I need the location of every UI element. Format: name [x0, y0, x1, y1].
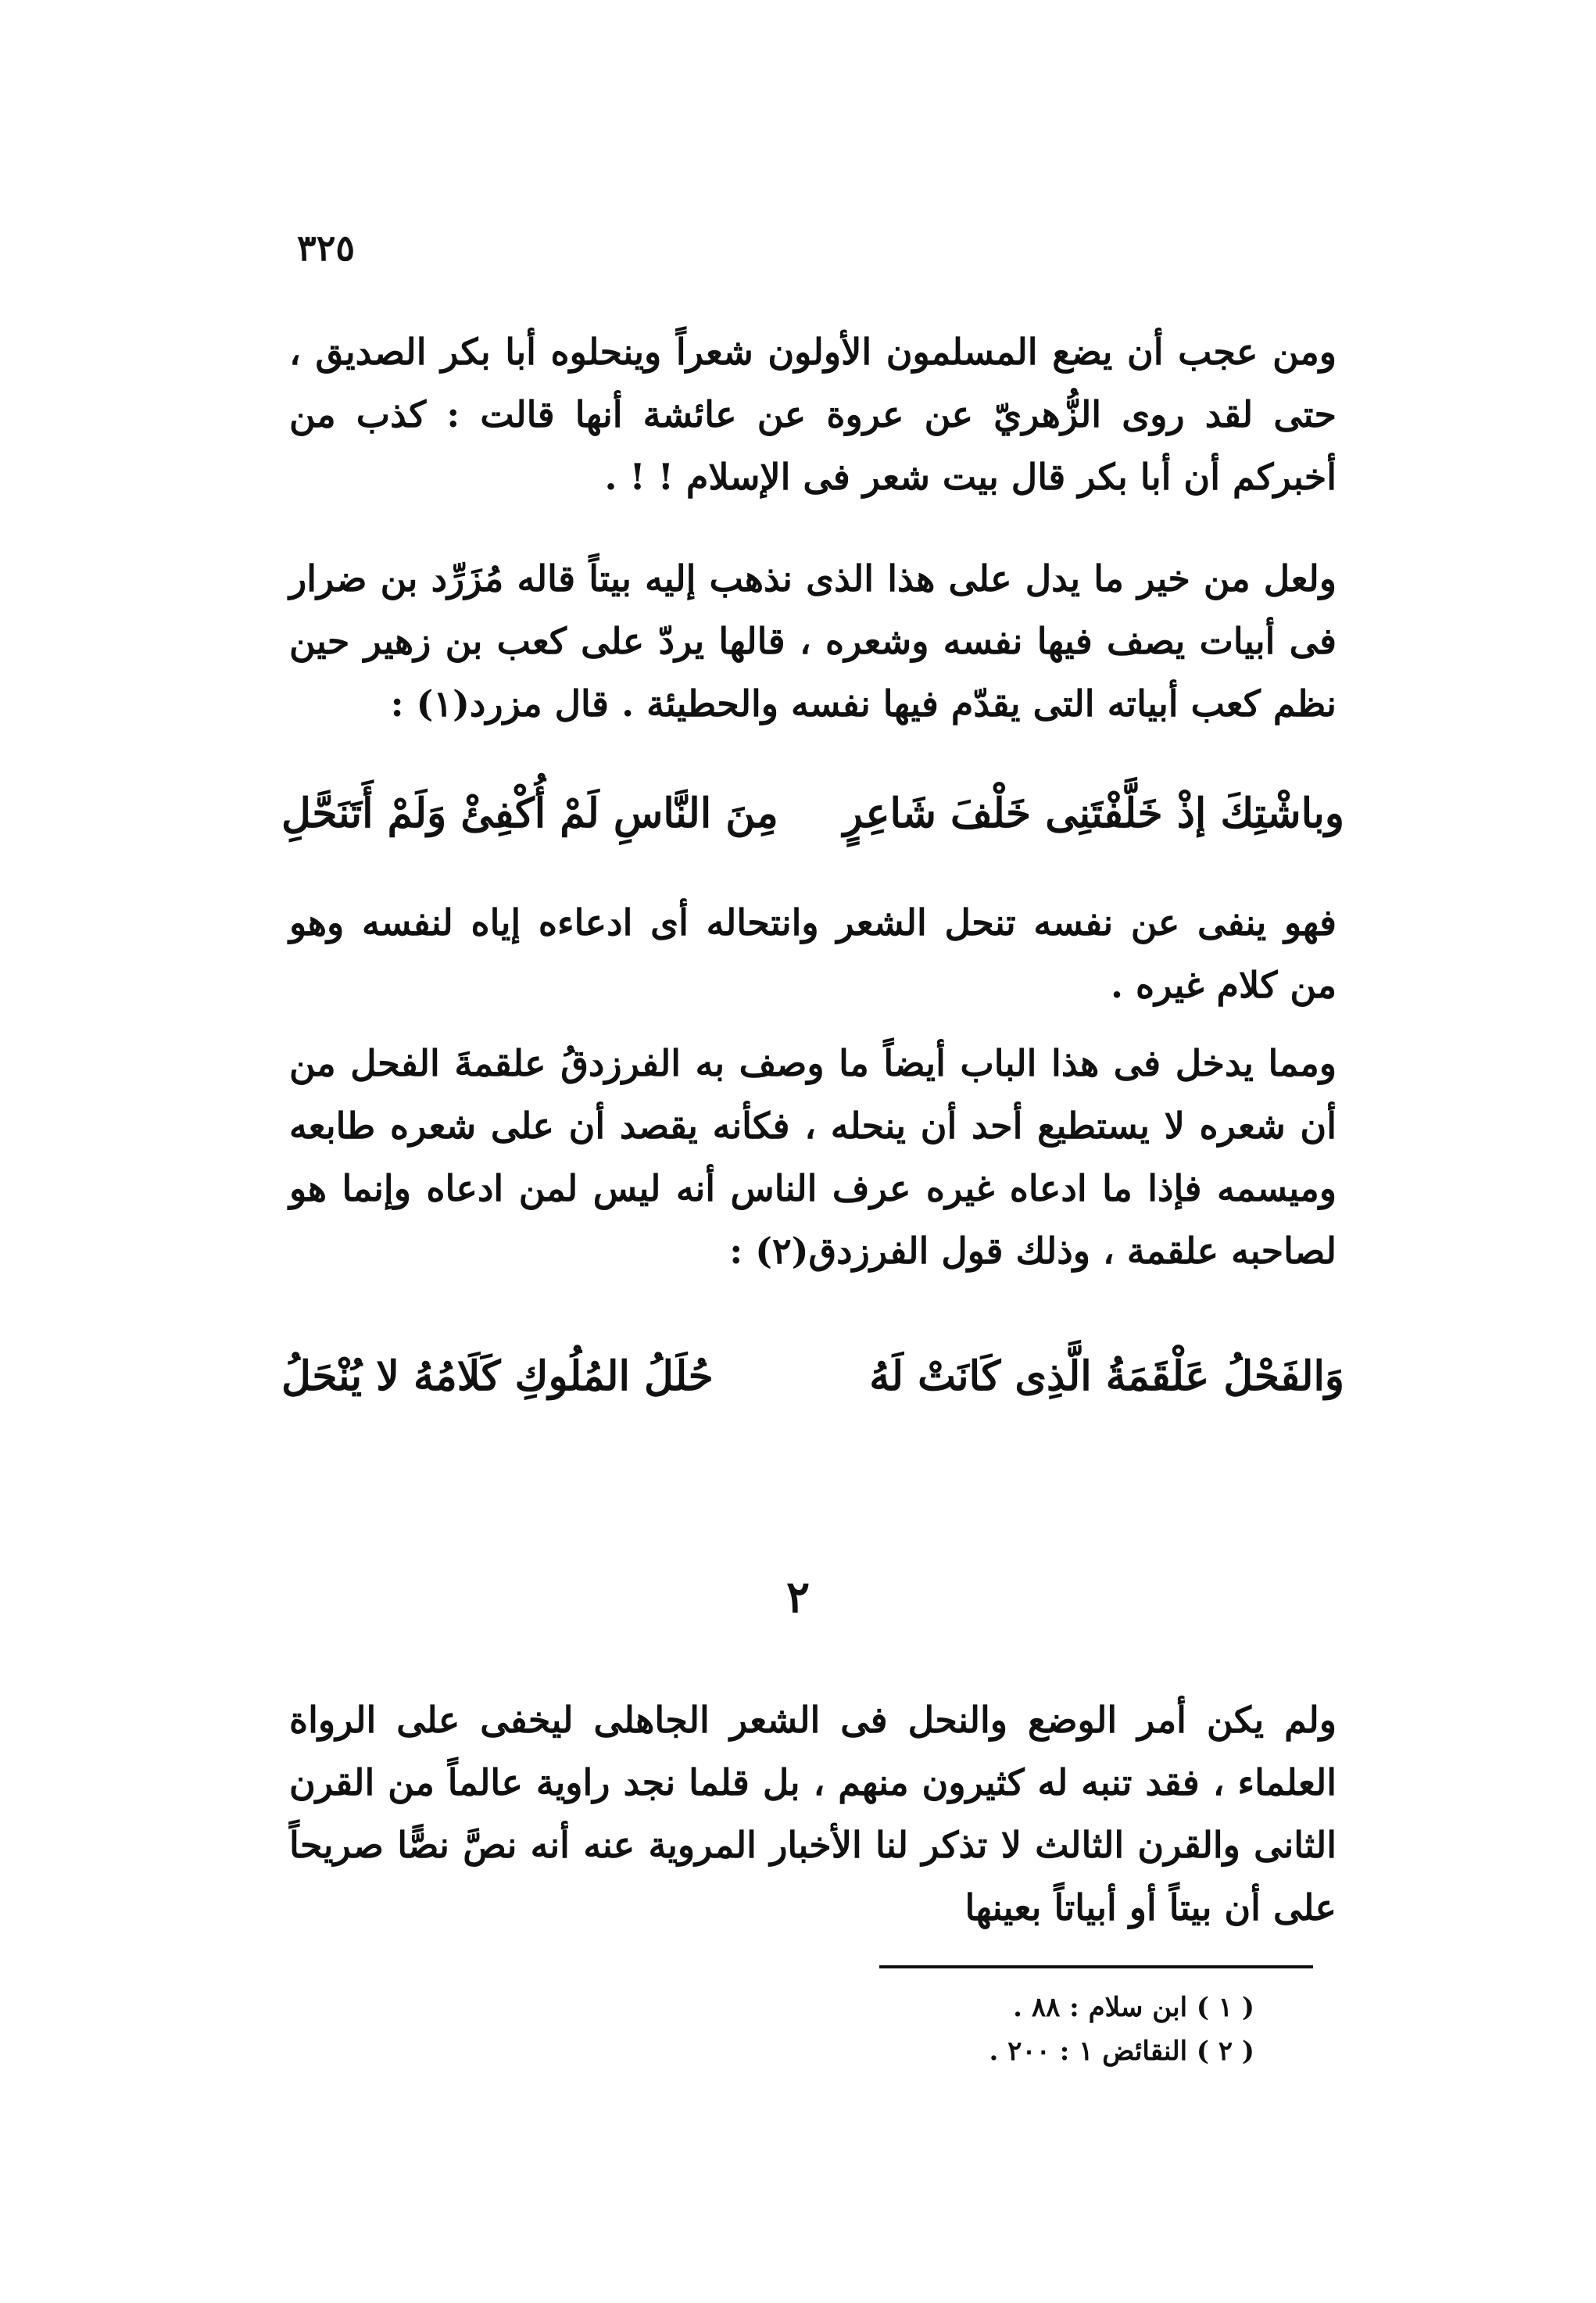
paragraph-text: ولعل من خير ما يدل على هذا الذى نذهب إليه بيتاً قاله مُزَرِّد بن ضرار فى أبيات يصف فيها نفسه وشعره ، قالها يردّ على كعب بن زهير حين نظم كعب أبياته التى يقدّم فيها نفسه والحطيئة . قال مزرد(١) : — [289, 557, 1337, 725]
paragraph-5 — [289, 1689, 1337, 1939]
footnote-divider — [879, 1965, 1313, 1968]
footnotes — [879, 1986, 1254, 2073]
verse-1 — [281, 790, 1344, 868]
paragraph-text: فهو ينفى عن نفسه تنحل الشعر وانتحاله أى ادعاءه إياه لنفسه وهو من كلام غيره . — [289, 901, 1337, 1006]
footnote-1: ( ١ ) ابن سلام : ٨٨ . — [1013, 1992, 1254, 2023]
paragraph-3 — [289, 891, 1337, 1016]
verse-1-first-hemistich: وباشْتِكَ إذْ خَلَّفْتَنِى خَلْفَ شَاعِرٍ — [843, 790, 1344, 837]
paragraph-text: ولم يكن أمر الوضع والنحل فى الشعر الجاهلى ليخفى على الرواة العلماء ، فقد تنبه له كثيرون منهم ، بل قلما نجد راوية عالماً من القرن الثانى والقرن الثالث لا تذكر لنا الأخبار المروية عنه أنه نصَّ نصًّا صريحاً على أن بيتاً أو أبياتاً بعينها — [289, 1699, 1337, 1929]
paragraph-text: ومما يدخل فى هذا الباب أيضاً ما وصف به الفرزدقُ علقمةَ الفحل من أن شعره لا يستطيع أحد أن ينحله ، فكأنه يقصد أن على شعره طابعه وميسمه فإذا ما ادعاه غيره عرف الناس أنه ليس لمن ادعاه وإنما هو لصاحبه علقمة ، وذلك قول الفرزدق(٢) : — [289, 1042, 1337, 1272]
section-number: ٢ — [785, 1571, 811, 1623]
paragraph-2 — [289, 547, 1337, 735]
page-number: ٣٢٥ — [297, 227, 356, 269]
paragraph-4 — [289, 1032, 1337, 1282]
verse-1-second-hemistich: مِنَ النَّاسِ لَمْ أُكْفِئْ وَلَمْ أَتَنَحَّلِ — [281, 790, 778, 837]
verse-2 — [281, 1352, 1344, 1431]
footnote-2: ( ٢ ) النقائض ١ : ٢٠٠ . — [989, 2036, 1254, 2067]
verse-2-first-hemistich: وَالفَحْلُ عَلْقَمَةُ الَّذِى كَانَتْ لَهُ — [869, 1352, 1344, 1400]
verse-2-second-hemistich: حُلَلُ المُلُوكِ كَلَامُهُ لا يُنْحَلُ — [281, 1352, 714, 1400]
paragraph-1 — [289, 321, 1337, 508]
paragraph-text: ومن عجب أن يضع المسلمون الأولون شعراً وينحلوه أبا بكر الصديق ، حتى لقد روى الزُّهريّ عن عروة عن عائشة أنها قالت : كذب من أخبركم أن أبا بكر قال بيت شعر فى الإسلام ! ! . — [289, 331, 1337, 498]
